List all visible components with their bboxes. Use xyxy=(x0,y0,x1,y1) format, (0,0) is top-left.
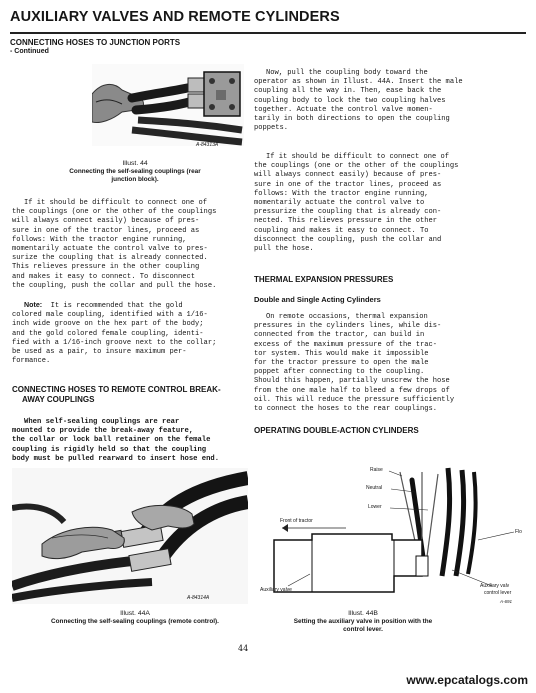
label-control-lever-line1: Auxiliary valv xyxy=(480,583,510,589)
text-line: Now, pull the coupling body toward the xyxy=(266,69,428,77)
junction-block-drawing xyxy=(92,64,244,146)
section-heading: CONNECTING HOSES TO JUNCTION PORTS xyxy=(10,38,181,47)
text-line: Should this happen, partially unscrew the hose xyxy=(254,377,450,386)
figure-caption: Connecting the self-sealing couplings (rear junction block). xyxy=(69,168,201,183)
illust-44-photo xyxy=(92,64,244,146)
text-line: inch wide groove on the hex part of the body; xyxy=(12,320,204,329)
note-paragraph xyxy=(12,301,244,366)
thermal-paragraph xyxy=(254,313,486,414)
text-line: On remote occasions, thermal expansion xyxy=(266,313,428,321)
figure-caption: Connecting the self-sealing couplings (remote control). xyxy=(51,618,219,625)
label-neutral: Neutral xyxy=(366,485,383,491)
right-paragraph-2 xyxy=(254,153,486,254)
label-lower: Lower xyxy=(368,504,382,510)
text-line: sure in one of the tractor lines, proceed as xyxy=(254,180,442,189)
text-line: This relieves pressure in the other coupling xyxy=(12,263,200,272)
text-line: follows: With the tractor engine running, xyxy=(254,189,429,198)
text-line: colored male coupling, identified with a 1/16- xyxy=(12,311,208,320)
text-line: tarily in both directions to open the coupling xyxy=(254,115,450,124)
illust-44a-photo xyxy=(12,468,248,604)
text-line: will always connect easily) because of pres- xyxy=(254,171,442,180)
text-line: poppets. xyxy=(254,124,289,133)
title-rule xyxy=(10,32,526,34)
label-auxiliary-valve: Auxiliary valve xyxy=(260,587,292,593)
remote-coupling-drawing xyxy=(12,468,248,604)
illust-44b-caption xyxy=(288,610,438,634)
section-subheading: - Continued xyxy=(10,48,49,55)
figure-number: Illust. 44 xyxy=(122,160,148,167)
section-subheading-cylinders: Double and Single Acting Cylinders xyxy=(254,295,381,304)
illust-44a-caption xyxy=(50,610,220,626)
text-line: pull the hose. xyxy=(254,245,314,254)
text-line: the collar or lock ball retainer on the female xyxy=(12,436,211,445)
illust-44b-diagram xyxy=(252,436,536,608)
text-line: body must be pulled rearward to insert hose end. xyxy=(12,454,220,463)
page-title: AUXILIARY VALVES AND REMOTE CYLINDERS xyxy=(10,9,340,25)
figure-code: A-691 xyxy=(500,599,513,604)
text-line: nected. This relieves pressure in the other xyxy=(254,217,438,226)
text-line: to connect the hoses to the rear couplings. xyxy=(254,405,438,414)
text-line: and the gold colored female coupling, identi- xyxy=(12,329,204,338)
text-line: follows: With the tractor engine running, xyxy=(12,235,187,244)
text-line: If it should be difficult to connect one of xyxy=(24,199,208,207)
breakaway-paragraph xyxy=(12,418,248,464)
section-heading-line2: AWAY COUPLINGS xyxy=(22,395,95,404)
section-header-breakaway xyxy=(12,385,221,405)
text-line: sure in one of the tractor lines, proceed as xyxy=(12,226,200,235)
label-control-lever-line2: control lever xyxy=(484,590,512,596)
figure-number: Illust. 44A xyxy=(120,610,150,617)
text-line: will always connect easily) because of pres- xyxy=(12,217,200,226)
text-line: It is recommended that the gold xyxy=(50,302,183,310)
illust-44-caption xyxy=(60,160,210,184)
right-paragraph-1 xyxy=(254,69,486,133)
text-line: mounted to provide the break-away feature, xyxy=(12,427,194,436)
text-line: fied with a 1/16-inch groove next to the collar; xyxy=(12,338,217,347)
text-line: momentarily actuate the control valve to xyxy=(254,199,425,208)
label-flo: Flo xyxy=(515,529,522,535)
text-line: poppet after connecting to the coupling. xyxy=(254,368,425,377)
text-line: momentarily actuate the control valve to pres- xyxy=(12,245,208,254)
text-line: surize the coupling that is already connected. xyxy=(12,254,208,263)
text-line: the coupling, push the collar and pull the hose. xyxy=(12,281,217,290)
text-line: be used as a pair, to insure maximum per- xyxy=(12,348,187,357)
section-heading-double-action: OPERATING DOUBLE-ACTION CYLINDERS xyxy=(254,426,419,435)
page-number: 44 xyxy=(238,644,249,653)
left-paragraph-1 xyxy=(12,199,244,291)
figure-code: A-84313A xyxy=(196,142,219,148)
text-line: If it should be difficult to connect one of xyxy=(266,153,450,161)
text-line: coupling and makes it easy to connect. To xyxy=(254,226,429,235)
text-line: and makes it easy to connect. To disconnect xyxy=(12,272,196,281)
text-line: coupling all the way in. Then, ease back the xyxy=(254,87,442,96)
label-raise: Raise xyxy=(370,467,383,473)
text-line: formance. xyxy=(12,357,51,366)
text-line: tor system. This would make it impossible xyxy=(254,349,429,358)
text-line: coupling body to lock the two coupling halves xyxy=(254,96,446,105)
text-line: oil. This will reduce the pressure sufficiently xyxy=(254,395,455,404)
figure-code: A-84314A xyxy=(187,595,210,601)
label-front-of-tractor: Front of tractor xyxy=(280,518,313,524)
section-heading-thermal: THERMAL EXPANSION PRESSURES xyxy=(254,275,394,284)
text-line: coupling is rigidly held so that the coupling xyxy=(12,445,207,454)
section-header-junction-ports xyxy=(10,38,180,55)
text-line: When self-sealing couplings are rear xyxy=(24,418,180,426)
section-heading-line1: CONNECTING HOSES TO REMOTE CONTROL BREAK- xyxy=(12,385,221,394)
figure-number: Illust. 44B xyxy=(348,610,378,617)
text-line: excess of the maximum pressure of the trac- xyxy=(254,340,438,349)
text-line: pressurize the coupling that is already con- xyxy=(254,208,442,217)
note-label: Note: xyxy=(24,301,43,309)
site-footer: www.epcatalogs.com xyxy=(406,673,528,687)
text-line: together. Actuate the control valve momen- xyxy=(254,105,433,114)
text-line: the couplings (one or the other of the couplings xyxy=(12,208,217,217)
text-line: for the tractor pressure to open the male xyxy=(254,359,429,368)
text-line: operator as shown in Illust. 44A. Insert the male xyxy=(254,78,463,87)
text-line: from the one male half to bleed a few drops of xyxy=(254,386,450,395)
text-line: disconnect the coupling, push the collar and xyxy=(254,235,442,244)
figure-caption: Setting the auxiliary valve in position with the control lever. xyxy=(293,618,433,633)
text-line: connected from the tractor, can build in xyxy=(254,331,425,340)
text-line: the couplings (one or the other of the couplings xyxy=(254,162,459,171)
text-line: pressures in the cylinders lines, while dis- xyxy=(254,322,442,331)
